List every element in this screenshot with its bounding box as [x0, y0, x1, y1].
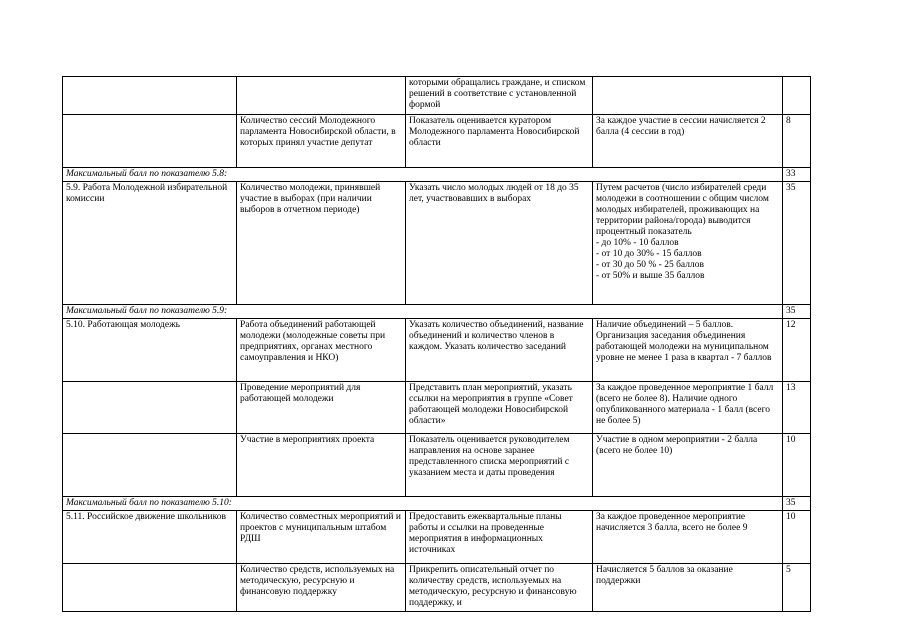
measure-cell: Участие в мероприятиях проекта	[237, 434, 406, 497]
score-cell	[783, 77, 811, 115]
method-cell: Показатель оценивается куратором Молодежного парламента Новосибирской области	[406, 115, 593, 168]
table-row	[63, 182, 811, 305]
max-score-row	[63, 305, 811, 319]
measure-cell	[237, 77, 406, 115]
score-cell: 12	[783, 319, 811, 382]
method-cell: которыми обращались граждане, и списком решений в соответствие с установленной формой	[406, 77, 593, 115]
scoring-cell: Путем расчетов (число избирателей среди молодежи в соотношении с общим числом молодых избирателей, проживающих на территории района/города) выводится процентный показатель - до 10% - 10 баллов - от 10 до 30% - 15 баллов - от 30 до 50 % - 25 баллов - от 50% и выше 35 баллов	[593, 182, 783, 305]
method-cell: Показатель оценивается руководителем направления на основе заранее представленного списка мероприятий с указанием места и даты проведения	[406, 434, 593, 497]
table-row	[63, 77, 811, 115]
measure-cell: Количество совместных мероприятий и проектов с муниципальным штабом РДШ	[237, 511, 406, 564]
scoring-cell: За каждое проведенное мероприятие 1 балл (всего не более 8). Наличие одного опубликованного материала - 1 балл (всего не более 5)	[593, 382, 783, 434]
indicator-cell	[63, 77, 237, 115]
measure-cell: Количество молодежи, принявшей участие в выборах (при наличии выборов в отчетном периоде)	[237, 182, 406, 305]
method-cell: Прикрепить описательный отчет по количеству средств, используемых на методическую, ресурсную и финансовую поддержку, и	[406, 564, 593, 612]
method-cell: Представить план мероприятий, указать ссылки на мероприятия в группе «Совет работающей молодежи Новосибирской области»	[406, 382, 593, 434]
criteria-table	[62, 76, 811, 612]
measure-cell: Количество сессий Молодежного парламента Новосибирской области, в которых принял участие депутат	[237, 115, 406, 168]
score-cell: 10	[783, 511, 811, 564]
indicator-cell	[63, 382, 237, 434]
score-cell: 8	[783, 115, 811, 168]
method-cell: Указать количество объединений, название объединений и количество членов в каждом. Указать количество заседаний	[406, 319, 593, 382]
score-cell: 5	[783, 564, 811, 612]
max-score-row	[63, 497, 811, 511]
method-cell: Указать число молодых людей от 18 до 35 лет, участвовавших в выборах	[406, 182, 593, 305]
max-score-value: 35	[783, 497, 811, 511]
scoring-cell: Наличие объединений – 5 баллов. Организация заседания объединения работающей молодежи на муниципальном уровне не менее 1 раза в квартал - 7 баллов	[593, 319, 783, 382]
table-row	[63, 434, 811, 497]
scoring-cell	[593, 77, 783, 115]
scoring-cell: За каждое проведенное мероприятие начисляется 3 балла, всего не более 9	[593, 511, 783, 564]
max-score-row	[63, 168, 811, 182]
max-score-value: 35	[783, 305, 811, 319]
score-cell: 35	[783, 182, 811, 305]
max-score-value: 33	[783, 168, 811, 182]
indicator-cell	[63, 434, 237, 497]
indicator-cell: 5.10. Работающая молодежь	[63, 319, 237, 382]
measure-cell: Количество средств, используемых на методическую, ресурсную и финансовую поддержку	[237, 564, 406, 612]
indicator-cell: 5.11. Российское движение школьников	[63, 511, 237, 564]
indicator-cell: 5.9. Работа Молодежной избирательной комиссии	[63, 182, 237, 305]
measure-cell: Проведение мероприятий для работающей молодежи	[237, 382, 406, 434]
scoring-cell: За каждое участие в сессии начисляется 2 балла (4 сессии в год)	[593, 115, 783, 168]
measure-cell: Работа объединений работающей молодежи (молодежные советы при предприятиях, органах местного самоуправления и НКО)	[237, 319, 406, 382]
table-row	[63, 511, 811, 564]
table-row	[63, 319, 811, 382]
indicator-cell	[63, 564, 237, 612]
score-cell: 13	[783, 382, 811, 434]
scoring-cell: Участие в одном мероприятии - 2 балла (всего не более 10)	[593, 434, 783, 497]
max-score-label: Максимальный балл по показателю 5.10:	[63, 497, 783, 511]
score-cell: 10	[783, 434, 811, 497]
table-row	[63, 382, 811, 434]
max-score-label: Максимальный балл по показателю 5.8:	[63, 168, 783, 182]
indicator-cell	[63, 115, 237, 168]
method-cell: Предоставить ежеквартальные планы работы и ссылки на проведенные мероприятия в информационных источниках	[406, 511, 593, 564]
table-row	[63, 115, 811, 168]
criteria-table-body	[63, 77, 811, 612]
scoring-cell: Начисляется 5 баллов за оказание поддержки	[593, 564, 783, 612]
table-row	[63, 564, 811, 612]
max-score-label: Максимальный балл по показателю 5.9:	[63, 305, 783, 319]
